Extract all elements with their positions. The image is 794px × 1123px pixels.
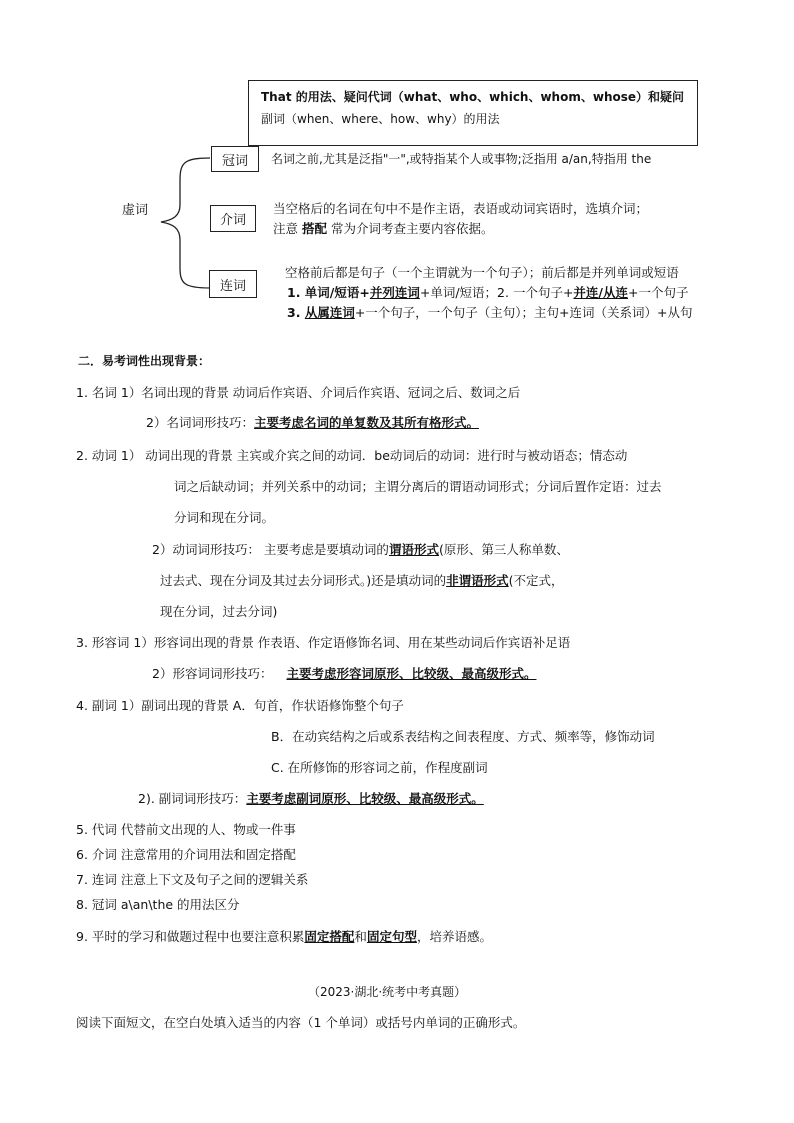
article-tip-line: 8. 冠词 a\an\the 的用法区分: [76, 897, 240, 912]
conjunction-line-2: 1. 单词/短语+并列连词+单词/短语；2. 一个句子+并连/从连+一个句子: [287, 285, 689, 300]
pronoun-line: 5. 代词 代替前文出现的人、物或一件事: [76, 822, 296, 837]
conjunction-line-1: 空格前后都是句子（一个主谓就为一个句子）；前后都是并列单词或短语: [285, 265, 679, 280]
preposition-line-1: 当空格后的名词在句中不是作主语，表语或动词宾语时，选填介词；: [273, 201, 649, 216]
conjunction-line-3: 3. 从属连词+一个句子，一个句子（主句）；主句+连词（关系词）+从句: [287, 305, 693, 320]
preposition-tip-line: 6. 介词 注意常用的介词用法和固定搭配: [76, 847, 296, 862]
noun-line-1: 1. 名词 1）名词出现的背景 动词后作宾语、介词后作宾语、冠词之后、数词之后: [76, 385, 521, 400]
usage-note-line-2: 副词（when、where、how、why）的用法: [261, 112, 500, 126]
preposition-label-box: [210, 205, 256, 232]
preposition-label: 介词: [219, 213, 246, 228]
function-words-root: 虚词: [122, 203, 149, 218]
preposition-line-2: 注意 搭配 常为介词考查主要内容依据。: [273, 221, 494, 236]
article-label-box: [211, 146, 259, 172]
usage-note-line-1: That 的用法、疑问代词（what、who、which、whom、whose）和疑问: [261, 90, 685, 104]
article-description: 名词之前,尤其是泛指"一",或特指某个人或事物;泛指用 a/an,特指用 the: [271, 152, 652, 166]
verb-line-3: 分词和现在分词。: [174, 510, 275, 525]
adjective-line-2: 2）形容词词形技巧： 主要考虑形容词原形、比较级、最高级形式。: [152, 666, 537, 681]
verb-line-4: 2）动词词形技巧： 主要考虑是要填动词的谓语形式(原形、第三人称单数、: [152, 542, 569, 557]
brace-connector: [155, 150, 215, 295]
section-2-heading: 二．易考词性出现背景：: [78, 354, 211, 368]
verb-line-2: 词之后缺动词；并列关系中的动词；主谓分离后的谓语动词形式；分词后置作定语：过去: [174, 479, 662, 494]
conjunction-tip-line: 7. 连词 注意上下文及句子之间的逻辑关系: [76, 872, 309, 887]
verb-line-1: 2. 动词 1） 动词出现的背景 主宾或介宾之间的动词．be动词后的动词：进行时与被动语态；情态动: [76, 448, 628, 463]
conjunction-label: 连词: [219, 278, 246, 294]
adverb-line-1: 4. 副词 1）副词出现的背景 A．句首，作状语修饰整个句子: [76, 698, 404, 713]
adverb-line-3: C. 在所修饰的形容词之前，作程度副词: [271, 760, 488, 775]
exam-instruction: 阅读下面短文，在空白处填入适当的内容（1 个单词）或括号内单词的正确形式。: [76, 1015, 526, 1030]
adverb-line-4: 2). 副词词形技巧：主要考虑副词原形、比较级、最高级形式。: [138, 791, 484, 806]
adjective-line-1: 3. 形容词 1）形容词出现的背景 作表语、作定语修饰名词、用在某些动词后作宾语补足语: [76, 635, 571, 650]
verb-line-6: 现在分词，过去分词): [160, 604, 278, 619]
conjunction-label-box: [209, 270, 257, 298]
noun-line-2: 2）名词词形技巧：主要考虑名词的单复数及其所有格形式。: [146, 415, 479, 430]
exam-source: （2023·湖北·统考中考真题）: [308, 985, 467, 999]
verb-line-5: 过去式、现在分词及其过去分词形式。)还是填动词的非谓语形式(不定式，: [160, 573, 564, 588]
study-tip-line: 9. 平时的学习和做题过程中也要注意积累固定搭配和固定句型，培养语感。: [76, 929, 492, 944]
adverb-line-2: B．在动宾结构之后或系表结构之间表程度、方式、频率等，修饰动词: [271, 729, 655, 744]
article-label: 冠词: [221, 153, 248, 169]
usage-note-box: [248, 80, 698, 146]
